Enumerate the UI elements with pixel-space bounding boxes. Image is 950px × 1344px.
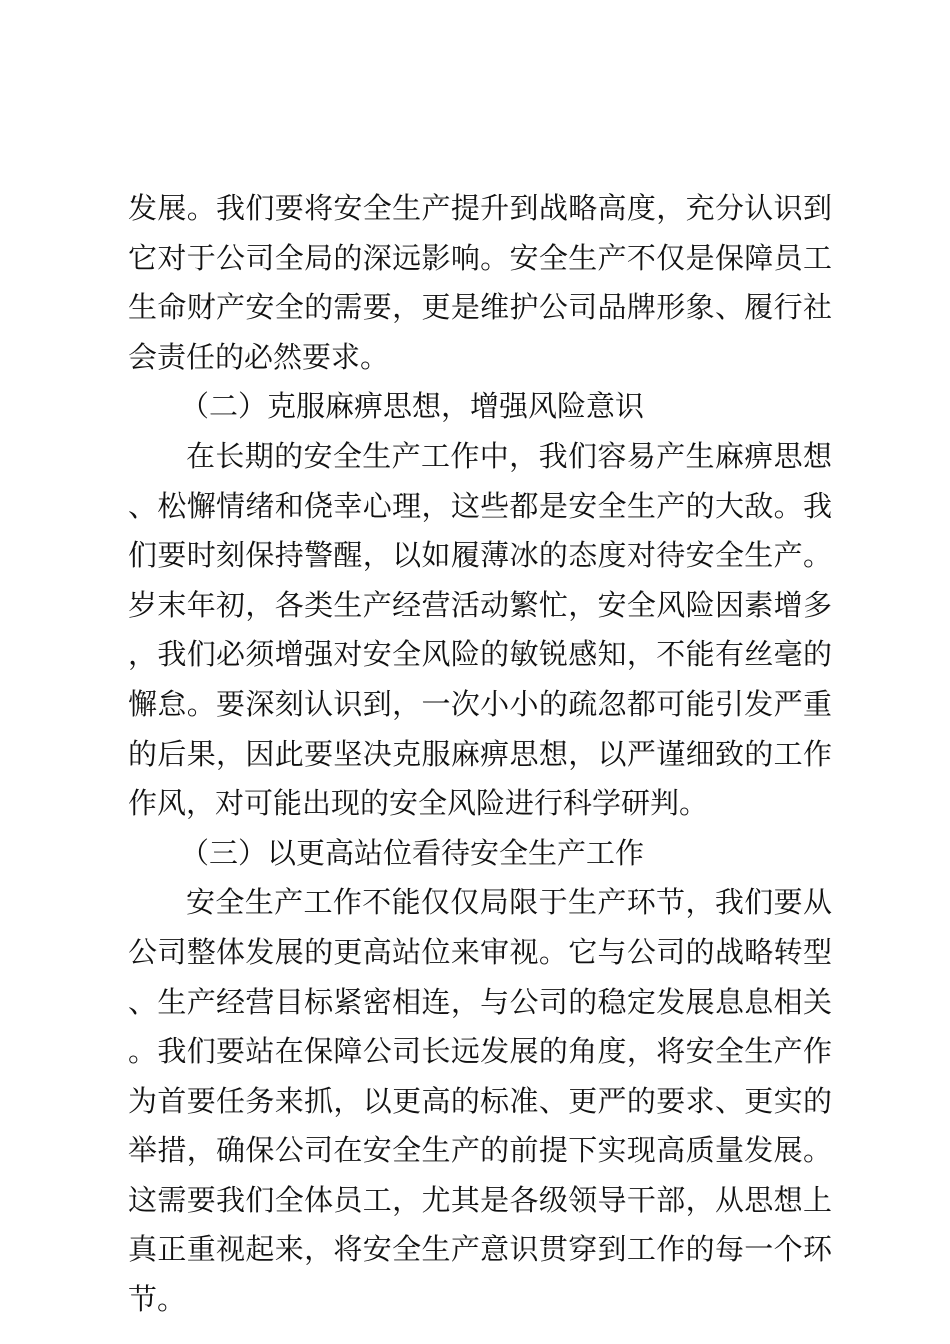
section-heading-higher-standpoint: （三）以更高站位看待安全生产工作: [180, 835, 645, 870]
continuation-paragraph: 发展。我们要将安全生产提升到战略高度，充分认识到它对于公司全局的深远影响。安全生产不仅是保障员工生命财产安全的需要，更是维护公司品牌形象、履行社会责任的必然要求。: [128, 191, 832, 374]
paragraph-safety-priority: 安全生产工作不能仅仅局限于生产环节，我们要从公司整体发展的更高站位来审视。它与公司的战略转型、生产经营目标紧密相连，与公司的稳定发展息息相关。我们要站在保障公司长远发展的角度，将安全生产作为首要任务来抓，以更高的标准、更严的要求、更实的举措，确保公司在安全生产的前提下实现高质量发展。这需要我们全体员工，尤其是各级领导干部，从思想上真正重视起来，将安全生产意识贯穿到工作的每一个环节。: [128, 885, 832, 1317]
section-heading-overcome-complacency: （二）克服麻痹思想，增强风险意识: [180, 389, 645, 424]
document-body: [128, 184, 832, 1325]
paragraph-risk-awareness: 在长期的安全生产工作中，我们容易产生麻痹思想、松懈情绪和侥幸心理，这些都是安全生产的大敌。我们要时刻保持警醒，以如履薄冰的态度对待安全生产。岁末年初，各类生产经营活动繁忙，安全风险因素增多，我们必须增强对安全风险的敏锐感知，不能有丝毫的懈怠。要深刻认识到，一次小小的疏忽都可能引发严重的后果，因此要坚决克服麻痹思想，以严谨细致的工作作风，对可能出现的安全风险进行科学研判。: [128, 438, 832, 821]
